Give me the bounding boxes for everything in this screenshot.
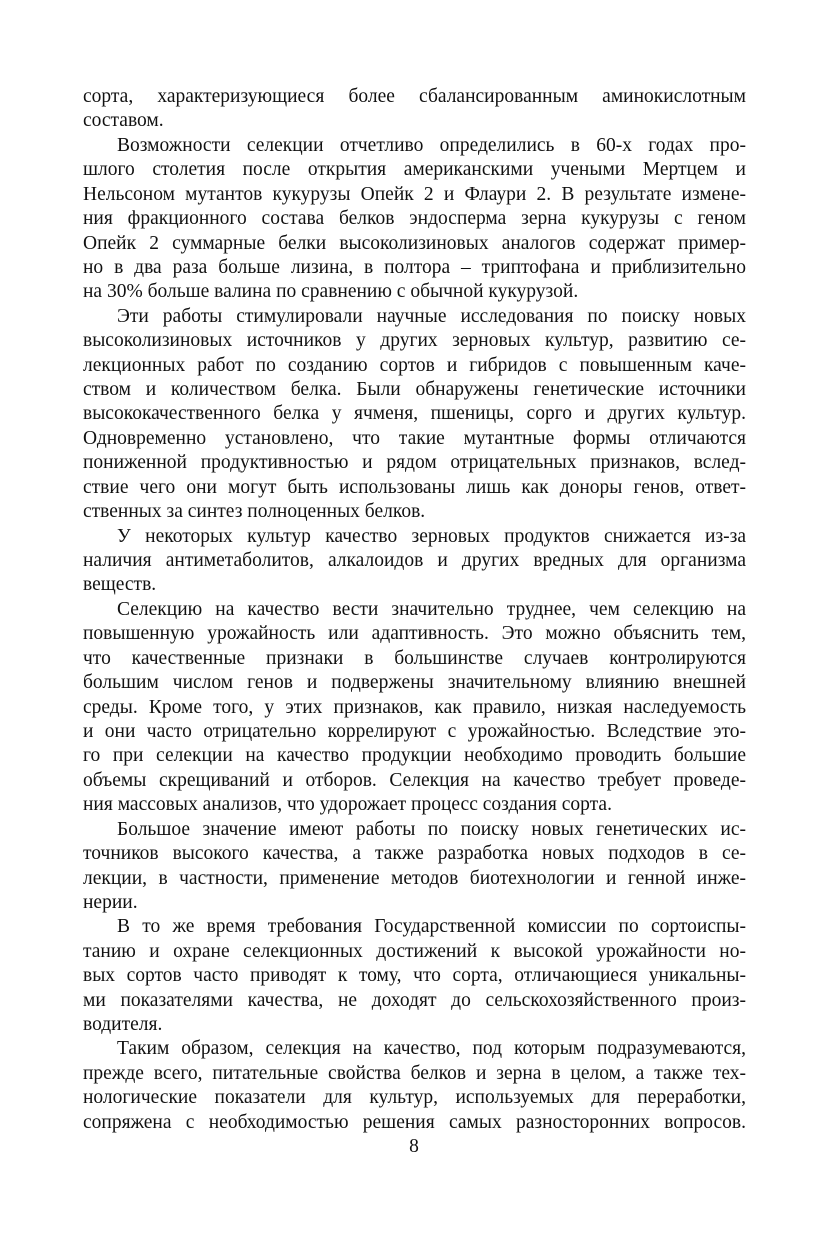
text-line: пониженной продуктивностью и рядом отрицательных признаков, вслед- [83, 452, 746, 474]
text-line: повышенную урожайность или адаптивность. Это можно объяснить тем, [83, 623, 746, 645]
text-line: Возможности селекции отчетливо определились в 60-х годах про- [117, 134, 746, 156]
text-line: ния фракционного состава белков эндосперма зерна кукурузы с геном [83, 208, 746, 230]
page-body-text [83, 85, 746, 1135]
text-line: объемы скрещиваний и отборов. Селекция на качество требует проведе- [83, 769, 746, 791]
text-line: вых сортов часто приводят к тому, что сорта, отличающиеся уникальны- [83, 965, 746, 987]
text-line: Таким образом, селекция на качество, под которым подразумеваются, [117, 1038, 746, 1060]
text-line: сопряжена с необходимостью решения самых разносторонних вопросов. [83, 1111, 746, 1133]
text-line: на 30% больше валина по сравнению с обычной кукурузой. [83, 281, 579, 303]
text-line: сорта, характеризующиеся более сбалансированным аминокислотным [83, 86, 746, 107]
text-line: лекции, в частности, применение методов биотехнологии и генной инже- [83, 867, 746, 889]
text-line: В то же время требования Государственной комиссии по сортоиспы- [117, 916, 746, 938]
paragraph [83, 818, 746, 916]
text-line: нологические показатели для культур, используемых для переработки, [83, 1087, 746, 1109]
paragraph [83, 134, 746, 305]
paragraph [83, 305, 746, 525]
text-line: ствие чего они могут быть использованы лишь как доноры генов, ответ- [83, 476, 746, 498]
text-line: ми показателями качества, не доходят до сельскохозяйственного произ- [83, 989, 746, 1011]
text-line: водителя. [83, 1014, 163, 1036]
paragraph [83, 85, 746, 134]
text-line: Одновременно установлено, что такие мутантные формы отличаются [83, 427, 746, 449]
text-line: танию и охране селекционных достижений к высокой урожайности но- [83, 940, 746, 962]
page-number: 8 [409, 1136, 419, 1157]
text-line: шлого столетия после открытия американскими учеными Мертцем и [83, 159, 746, 181]
paragraph [83, 1037, 746, 1135]
text-line: и они часто отрицательно коррелируют с урожайностью. Вследствие это- [83, 720, 746, 742]
text-line: ством и количеством белка. Были обнаружены генетические источники [83, 379, 746, 401]
text-line: точников высокого качества, а также разработка новых подходов в се- [83, 843, 746, 865]
text-line: нерии. [83, 891, 138, 913]
text-line: веществ. [83, 574, 157, 596]
text-line: ния массовых анализов, что удорожает процесс создания сорта. [83, 794, 612, 816]
paragraph [83, 915, 746, 1037]
text-line: высоколизиновых источников у других зерновых культур, развитию се- [83, 330, 746, 352]
text-line: Опейк 2 суммарные белки высоколизиновых аналогов содержат пример- [83, 232, 746, 254]
text-line: большим числом генов и подвержены значительному влиянию внешней [83, 672, 746, 694]
text-line: Селекцию на качество вести значительно труднее, чем селекцию на [117, 598, 746, 620]
text-line: но в два раза больше лизина, в полтора – триптофана и приблизительно [83, 256, 746, 278]
text-line: Нельсоном мутантов кукурузы Опейк 2 и Флаури 2. В результате измене- [83, 183, 746, 205]
text-line: высококачественного белка у ячменя, пшеницы, сорго и других культур. [83, 403, 746, 425]
text-line: У некоторых культур качество зерновых продуктов снижается из-за [117, 525, 746, 547]
paragraph [83, 525, 746, 598]
paragraph [83, 598, 746, 818]
text-line: го при селекции на качество продукции необходимо проводить большие [83, 745, 746, 767]
text-line: прежде всего, питательные свойства белков и зерна в целом, а также тех- [83, 1062, 746, 1084]
text-line: среды. Кроме того, у этих признаков, как правило, низкая наследуемость [83, 696, 746, 718]
text-line: Большое значение имеют работы по поиску новых генетических ис- [117, 818, 746, 840]
text-line: составом. [83, 110, 164, 132]
text-line: лекционных работ по созданию сортов и гибридов с повышенным каче- [83, 354, 746, 376]
text-line: Эти работы стимулировали научные исследования по поиску новых [117, 305, 746, 327]
text-line: что качественные признаки в большинстве случаев контролируются [83, 647, 746, 669]
text-line: ственных за синтез полноценных белков. [83, 501, 426, 523]
text-line: наличия антиметаболитов, алкалоидов и других вредных для организма [83, 550, 746, 572]
